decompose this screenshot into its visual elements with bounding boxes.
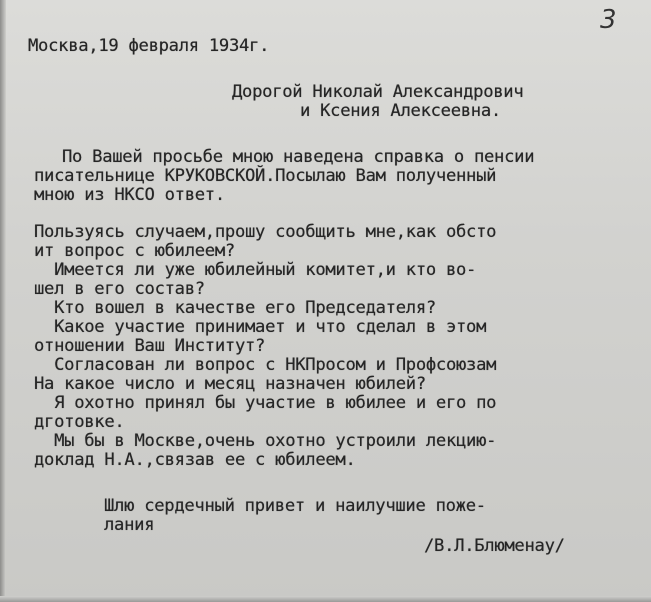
paragraph-1-line: По Вашей просьбе мною наведена справка о пенсии xyxy=(62,147,535,167)
page-edge-shadow xyxy=(0,0,6,602)
salutation-line-2: и Ксения Алексеевна. xyxy=(300,101,501,121)
paragraph-2-line: доклад Н.А.,связав ее с юбилеем. xyxy=(34,450,356,470)
paragraph-2-line: На какое число и месяц назначен юбилей? xyxy=(34,374,426,394)
paragraph-2-line: Кто вошел в качестве его Председателя? xyxy=(34,298,436,318)
date-line: Москва,19 февраля 1934г. xyxy=(28,36,270,56)
closing-line-1: Шлю сердечный привет и наилучшие поже- xyxy=(104,496,486,516)
paragraph-2-line: отношении Ваш Институт? xyxy=(34,336,266,356)
paragraph-2-line: Мы бы в Москве,очень охотно устроили лекцию- xyxy=(34,431,497,451)
signature: /В.Л.Блюменау/ xyxy=(424,536,565,556)
paragraph-2-line: Я охотно принял бы участие в юбилее и его по xyxy=(34,393,497,413)
paragraph-2-line: Какое участие принимает и что сделал в этом xyxy=(34,317,487,337)
page-bottom-shadow xyxy=(0,596,651,602)
paragraph-2-line: Имеется ли уже юбилейный комитет,и кто во- xyxy=(34,260,477,280)
paragraph-1-line: писательнице КРУКОВСКОЙ.Посылаю Вам полученный xyxy=(34,166,497,186)
paragraph-2-line: Пользуясь случаем,прошу сообщить мне,как обсто xyxy=(34,222,497,242)
paragraph-2-line: шел в его состав? xyxy=(34,279,205,299)
page-number: 3 xyxy=(600,5,617,35)
paragraph-1-line: мною из НКСО ответ. xyxy=(34,185,225,205)
paragraph-2-line: дготовке. xyxy=(34,412,125,432)
closing-line-2: лания xyxy=(104,515,155,535)
paragraph-2-line: ит вопрос с юбилеем? xyxy=(34,241,235,261)
paragraph-2-line: Согласован ли вопрос с НКПросом и Профсоюзам xyxy=(34,355,497,375)
salutation-line-1: Дорогой Николай Александрович xyxy=(232,82,524,102)
